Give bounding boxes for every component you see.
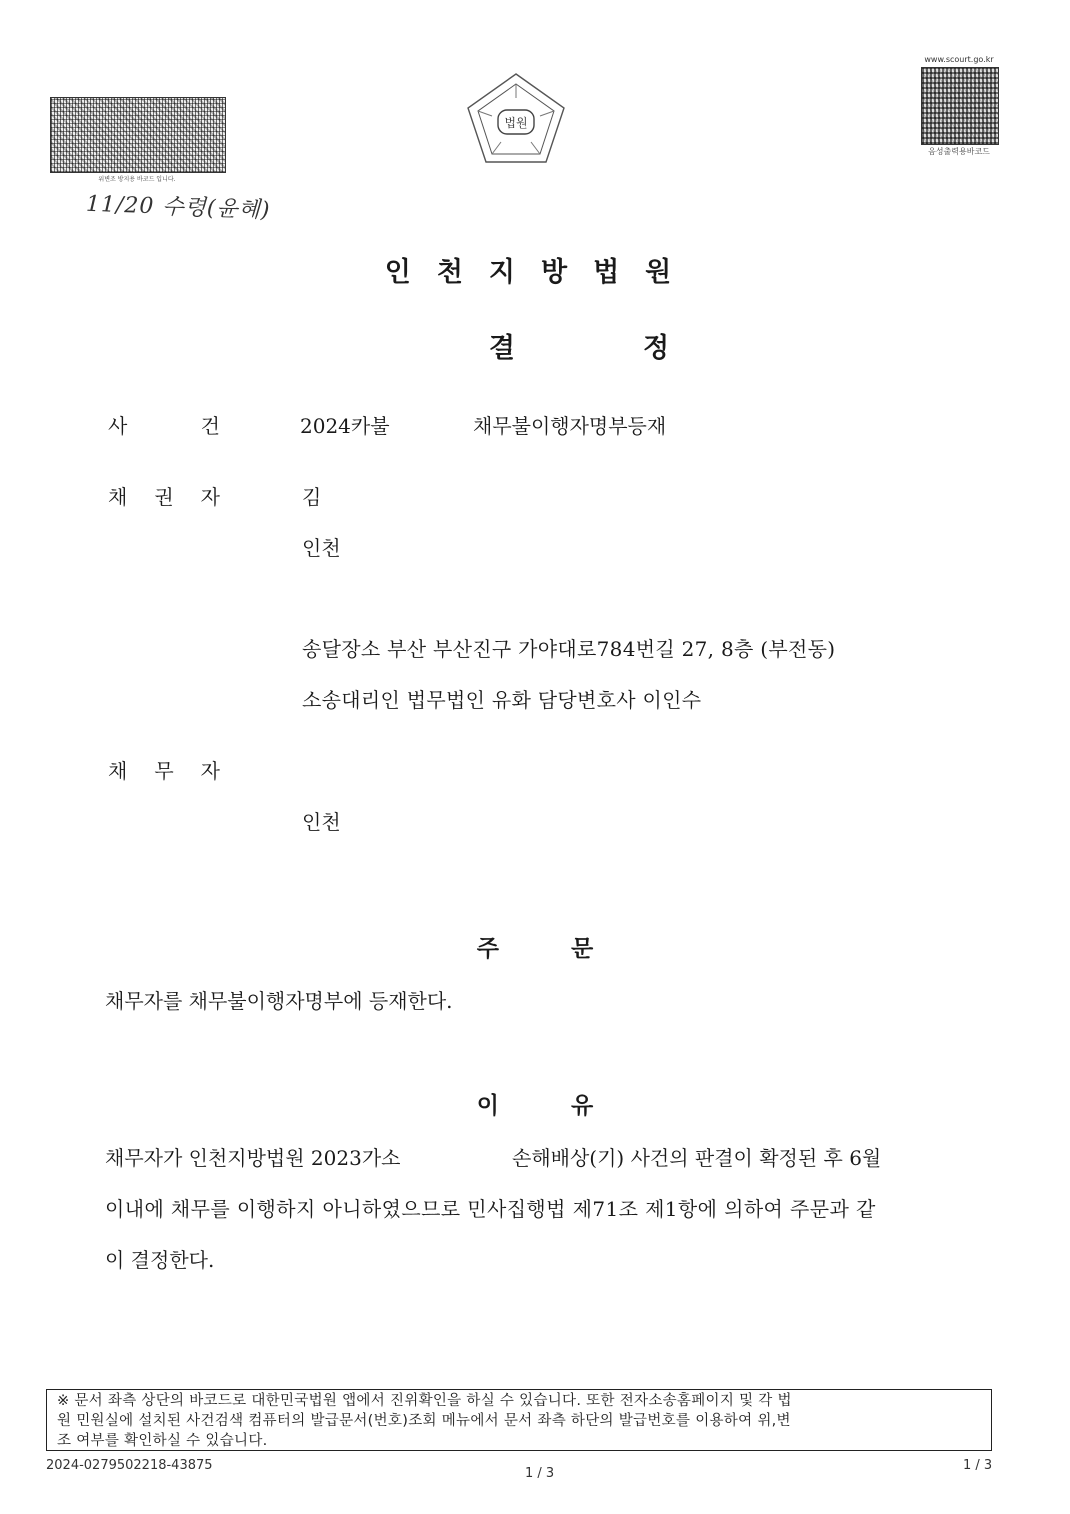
creditor-label: 채 권 자 [108, 485, 220, 509]
case-label: 사 건 [108, 414, 220, 438]
creditor-address: 인천 [302, 536, 341, 560]
reason-heading: 이 유 [476, 1092, 594, 1119]
debtor-address: 인천 [302, 810, 341, 834]
decision-title: 결정 [488, 333, 798, 364]
notice-line-3: 조 여부를 확인하실 수 있습니다. [57, 1433, 268, 1449]
reason-line-2: 이내에 채무를 이행하지 아니하였으므로 민사집행법 제71조 제1항에 의하여 주문과 같 [105, 1197, 876, 1221]
audio-qr-code [921, 67, 999, 145]
creditor-attorney: 소송대리인 법무법인 유화 담당변호사 이인수 [302, 688, 702, 712]
page-indicator-right: 1 / 3 [963, 1458, 993, 1473]
court-seal-icon [464, 70, 568, 166]
order-text: 채무자를 채무불이행자명부에 등재한다. [105, 989, 453, 1013]
reason-line-1b: 손해배상(기) 사건의 판결이 확정된 후 6월 [512, 1146, 882, 1170]
handwritten-note: 11/20 수령(윤혜) [85, 191, 271, 224]
order-heading: 주 문 [476, 935, 594, 962]
verification-barcode [50, 97, 226, 173]
qr-caption: 음성출력용바코드 [928, 147, 990, 156]
issue-number: 2024-0279502218-43875 [46, 1458, 213, 1473]
court-title: 인천지방법원 [384, 257, 698, 288]
page-indicator-center: 1 / 3 [525, 1466, 555, 1481]
reason-line-1a: 채무자가 인천지방법원 2023가소 [105, 1146, 401, 1170]
creditor-service-address: 송달장소 부산 부산진구 가야대로784번길 27, 8층 (부전동) [302, 637, 836, 661]
creditor-name: 김 [302, 485, 322, 509]
seal-label: 법원 [504, 116, 528, 130]
qr-url: www.scourt.go.kr [924, 55, 994, 64]
reason-line-3: 이 결정한다. [105, 1248, 215, 1272]
debtor-label: 채 무 자 [108, 759, 220, 783]
notice-line-1: ※ 문서 좌측 상단의 바코드로 대한민국법원 앱에서 진위확인을 하실 수 있습니다. 또한 전자소송홈페이지 및 각 법 [57, 1393, 792, 1409]
case-number: 2024카불 [300, 414, 390, 438]
notice-line-2: 원 민원실에 설치된 사건검색 컴퓨터의 발급문서(번호)조회 메뉴에서 문서 좌측 하단의 발급번호를 이용하여 위,변 [57, 1413, 791, 1429]
case-name: 채무불이행자명부등재 [473, 414, 667, 438]
authenticity-notice [46, 1389, 992, 1451]
barcode-caption: 위변조 방지용 바코드 입니다. [98, 176, 176, 183]
